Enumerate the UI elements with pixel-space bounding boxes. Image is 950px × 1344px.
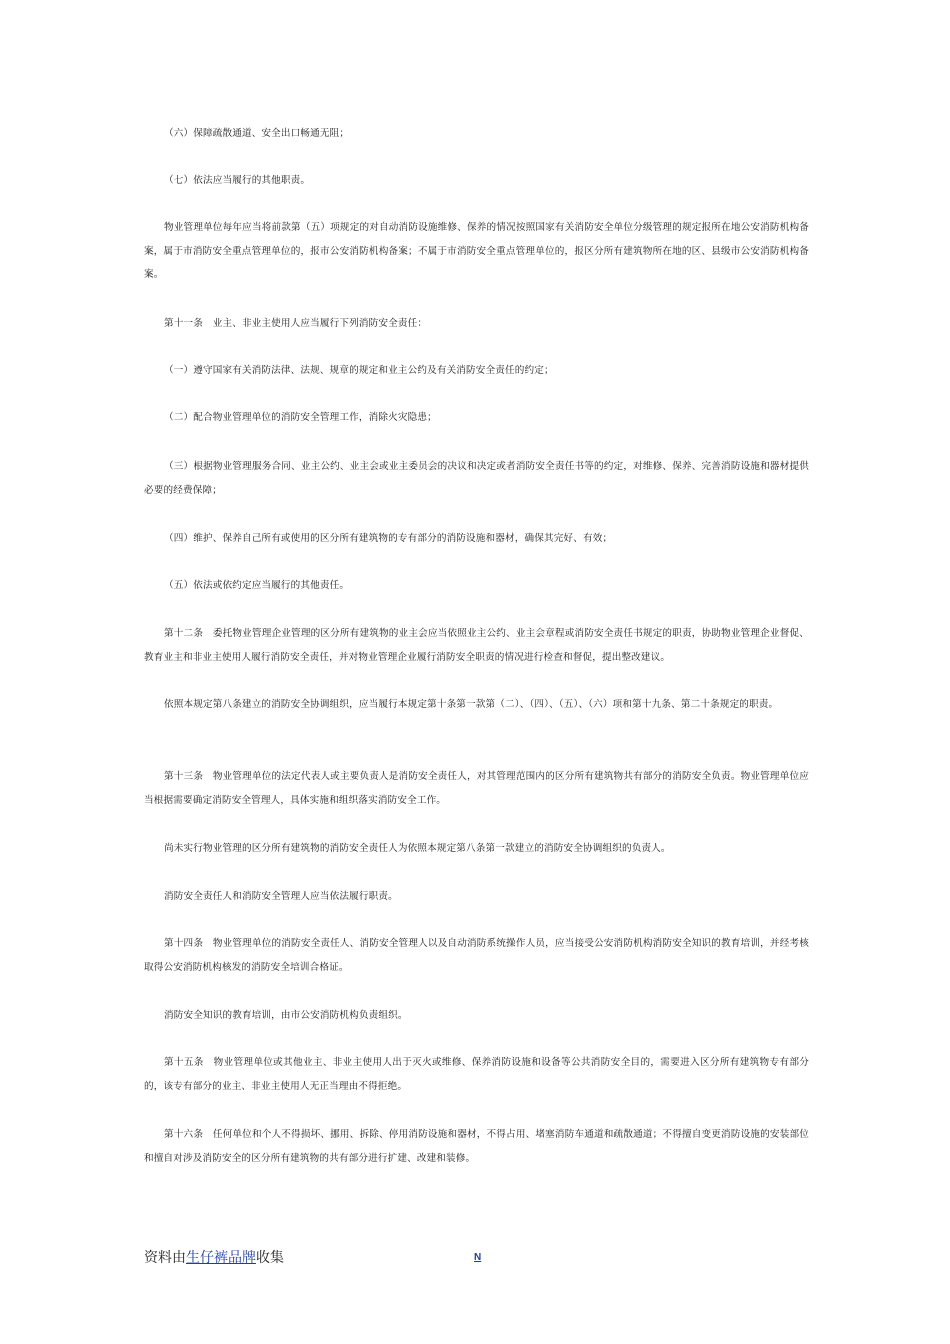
paragraph-article-11-item-1: （一）遵守国家有关消防法律、法规、规章的规定和业主公约及有关消防安全责任的约定； <box>164 365 554 376</box>
paragraph-article-11: 第十一条 业主、非业主使用人应当履行下列消防安全责任： <box>164 318 428 329</box>
paragraph-article-12: 第十二条 委托物业管理企业管理的区分所有建筑物的业主会应当依照业主公约、业主会章程或消防安全责任书规定的职责，协助物业管理企业督促、教育业主和非业主使用人履行消防安全责任，并对物业管理企业履行消防安全职责的情况进行检查和督促，提出整改建议。 <box>144 628 809 663</box>
paragraph-no-management: 尚未实行物业管理的区分所有建筑物的消防安全责任人为依照本规定第八条第一款建立的消防安全协调组织的负责人。 <box>164 843 671 854</box>
footer-source-note <box>144 1248 284 1268</box>
paragraph-article-11-item-5: （五）依法或依约定应当履行的其他责任。 <box>164 580 350 591</box>
paragraph-article-14: 第十四条 物业管理单位的消防安全责任人、消防安全管理人以及自动消防系统操作人员，应当接受公安消防机构消防安全知识的教育培训，并经考核取得公安消防机构核发的消防安全培训合格证。 <box>144 938 809 973</box>
paragraph-duties: 消防安全责任人和消防安全管理人应当依法履行职责。 <box>164 891 398 902</box>
paragraph-filing-rule: 物业管理单位每年应当将前款第（五）项规定的对自动消防设施维修、保养的情况按照国家有关消防安全单位分级管理的规定报所在地公安消防机构备案，属于市消防安全重点管理单位的，报市公安消防机构备案；不属于市消防安全重点管理单位的，报区分所有建筑物所在地的区、县级市公安消防机构备案。 <box>144 222 809 280</box>
footer-source-link[interactable]: 生仔裤品牌 <box>186 1250 256 1266</box>
paragraph-item-6: （六）保障疏散通道、安全出口畅通无阻； <box>164 128 350 139</box>
paragraph-coordination-body: 依照本规定第八条建立的消防安全协调组织，应当履行本规定第十条第一款第（二）、（四）、（五）、（六）项和第十九条、第二十条规定的职责。 <box>164 699 779 710</box>
paragraph-article-11-item-4: （四）维护、保养自己所有或使用的区分所有建筑物的专有部分的消防设施和器材，确保其完好、有效； <box>164 533 613 544</box>
paragraph-article-13: 第十三条 物业管理单位的法定代表人或主要负责人是消防安全责任人，对其管理范围内的区分所有建筑物共有部分的消防安全负责。物业管理单位应当根据需要确定消防安全管理人，具体实施和组织落实消防安全工作。 <box>144 771 809 806</box>
footer-prefix: 资料由 <box>144 1250 186 1266</box>
paragraph-article-11-item-3: （三）根据物业管理服务合同、业主公约、业主会或业主委员会的决议和决定或者消防安全责任书等的约定，对维修、保养、完善消防设施和器材提供必要的经费保障； <box>144 461 809 496</box>
paragraph-item-7: （七）依法应当履行的其他职责。 <box>164 175 311 186</box>
paragraph-training: 消防安全知识的教育培训，由市公安消防机构负责组织。 <box>164 1010 408 1021</box>
paragraph-article-11-item-2: （二）配合物业管理单位的消防安全管理工作，消除火灾隐患； <box>164 412 437 423</box>
footer-suffix: 收集 <box>256 1250 284 1266</box>
footer-page-mark-link[interactable]: N <box>474 1252 482 1263</box>
paragraph-article-16: 第十六条 任何单位和个人不得损坏、挪用、拆除、停用消防设施和器材，不得占用、堵塞消防车通道和疏散通道；不得擅自变更消防设施的安装部位和擅自对涉及消防安全的区分所有建筑物的共有部分进行扩建、改建和装修。 <box>144 1129 809 1164</box>
paragraph-article-15: 第十五条 物业管理单位或其他业主、非业主使用人出于灭火或维修、保养消防设施和设备等公共消防安全目的，需要进入区分所有建筑物专有部分的，该专有部分的业主、非业主使用人无正当理由不得拒绝。 <box>144 1057 809 1092</box>
